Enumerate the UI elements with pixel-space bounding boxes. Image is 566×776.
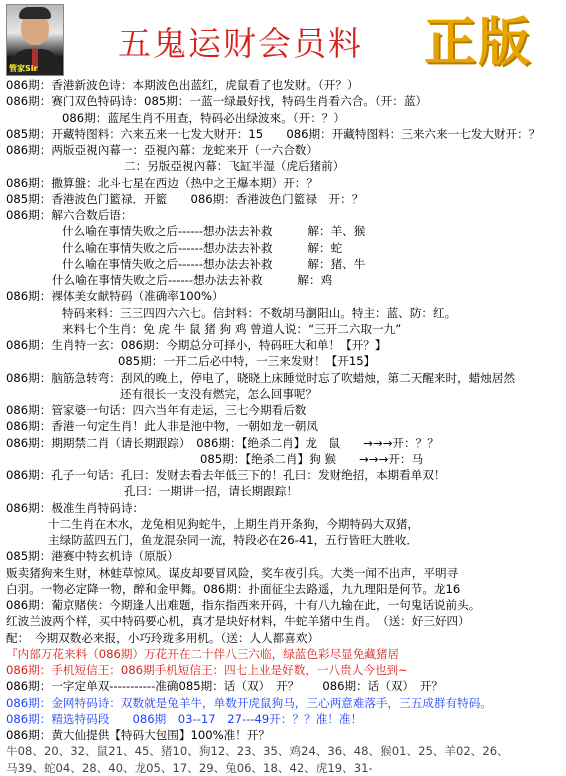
text-line: 086期：精选特码段 086期 03--17 27---49开：？？准！准！	[6, 711, 363, 726]
page-title: 五鬼运财会员料	[118, 24, 363, 63]
text-line: 还有很长一支没有燃完，怎么回事呢？	[120, 386, 318, 401]
document-body	[0, 77, 566, 776]
text-line: 牛08、20、32、鼠21、45、猪10、狗12、23、35、鸡24、36、48、猴01、25、羊02、26、	[6, 744, 509, 759]
text-line: 086期：裸体美女献特码（准确率100%）	[6, 289, 224, 304]
text-line: 什么喻在事情失败之后------想办法去补救 解：鸡	[52, 273, 333, 287]
text-line: 贩卖猪狗来生财，林蛙草惊风。谋皮却要冒风险，奖车夜引兵。大类一闻不出声，平明寻	[6, 565, 459, 580]
photo-hair	[19, 7, 51, 19]
text-line: 086期：香港一句定生肖！此人非是池中物，一朝如龙一朝凤	[6, 419, 318, 434]
photo-tag: 管家Sir	[9, 64, 38, 73]
text-line: 『内部万花来料（086期）万花开在二十伴八三六临，绿蓝色彩尽显免藏猪居	[6, 646, 400, 661]
text-line: 085期：一开二后必中特，一三来发财！【开15】	[118, 354, 376, 369]
text-line: 086期：孔子一句话：孔曰：发财去看去年低三下的！孔曰：发财绝招，本期看单双！	[6, 468, 446, 482]
text-line: 086期：一字定单双-----------准确085期：话（双） 开？ 086期：话（双） 开？	[6, 679, 444, 694]
text-line: 特码来料：三三四四六六七。信封料：不数胡马瀏阳山。特主：蓝、防：红。	[62, 305, 457, 320]
text-line: 086期：管家婆一句话：四六当年有走运，三七今期看后数	[6, 403, 307, 417]
text-line: 086期：两版亞視內幕一：亞視內幕：龙蛇来开（一六合数）	[6, 143, 318, 157]
text-line: 什么喻在事情失败之后------想办法去补救 解：猪、牛	[62, 256, 366, 271]
text-line: 085期：【绝杀二肖】狗 猴 →→→开：马	[200, 451, 424, 466]
text-line: 086期：赛门双色特码诗：085期：一蓝一绿最好找，特码生肖看六合。（开：蓝）	[6, 94, 428, 109]
text-line: 来料七个生肖：免 虎 牛 鼠 猪 狗 鸡 曾道人说：“三开二六取一九”	[62, 321, 402, 336]
text-line: 什么喻在事情失败之后------想办法去补救 解：羊、猴	[62, 224, 366, 239]
text-line: 085期：港赛中特玄机诗（原版）	[6, 549, 179, 564]
text-line: 086期：手机短信王：086期手机短信王：四七上业是好数，一八贵人今也到~	[6, 663, 408, 677]
text-line: 086期：黄大仙提供【特码大包围】100%准！开？	[6, 728, 270, 742]
text-line: 孔曰：一期讲一招，请长期跟踪！	[124, 484, 298, 499]
text-line: 085期：香港波色门籃禄．开籃 086期：香港波色门籃禄 开：？	[6, 191, 364, 206]
host-photo	[6, 4, 64, 76]
text-line: 086期：生肖特一玄：086期：今期总分可择小，特码旺大和单！【开？】	[6, 338, 387, 352]
text-line: 红波兰波两个样，买中特码要心机，真才是块好材料，牛蛇羊猪中生肖。 （送：好三好四）	[6, 614, 470, 629]
text-line: 086期：撒算盤：北斗七星在西边（热中之王爆本期）开：？	[6, 175, 318, 190]
genuine-badge: 正版	[424, 13, 533, 73]
text-line: 十二生肖在木水，龙兔相见狗蛇牛，上期生肖开条狗，今期特码大双猪，	[48, 516, 420, 531]
text-line: 085期：开藏特图料：六来五来一七发大财开：15 086期：开藏特图料：三来六来一七发大财开：？	[6, 126, 541, 141]
text-line: 什么喻在事情失败之后------想办法去补救 解：蛇	[62, 240, 343, 255]
text-line: 白羽。一物必定降一物，醉和金甲舞。086期：扑面征尘去路遥，九九理阳是何节。龙16	[6, 581, 461, 596]
text-line: 086期：极准生肖特码诗：	[6, 500, 145, 515]
text-line: 配： 今期双数必来报，小巧玲珑多用机。（送：人人都喜欢）	[6, 630, 320, 645]
text-line: 086期：金网特码诗：双数就是兔羊牛，单数开虎鼠狗马，三心两意难落手，三五成群有特码。	[6, 695, 492, 710]
text-line: 086期：脑筋急转弯：刮风的晚上，停电了，晓晓上床睡觉时忘了吹蜡烛，第二天醒来时，蜡烛居然	[6, 370, 516, 385]
text-line: 086期：葡京赌侠：今期逢人出难题，指东指西来开码，十有八九输在此，一句鬼话说前头。	[6, 598, 481, 612]
text-line: 二：另版亞視內幕：飞缸半湿（虎后猪前）	[124, 159, 345, 174]
text-line: 086期：期期禁二肖（请长期跟踪） 086期：【绝杀二肖】龙 鼠 →→→开：？？	[6, 435, 439, 450]
text-line: 086期：解六合数后语：	[6, 208, 133, 222]
text-line: 主绿防蓝四五门，鱼龙混杂同一流，特段必在26-41，五行皆旺大胜收．	[48, 533, 418, 547]
text-line: 086期：蓝尾生肖不用查，特码必出绿波來。（开：？）	[62, 110, 345, 125]
text-line: 086期：香港新波色诗：本期波色出蓝红，虎鼠看了也发财。（开？）	[6, 78, 359, 92]
text-line: 马39、蛇04、28、40、龙05、17、29、兔06、18、42、虎19、31-	[6, 760, 373, 775]
